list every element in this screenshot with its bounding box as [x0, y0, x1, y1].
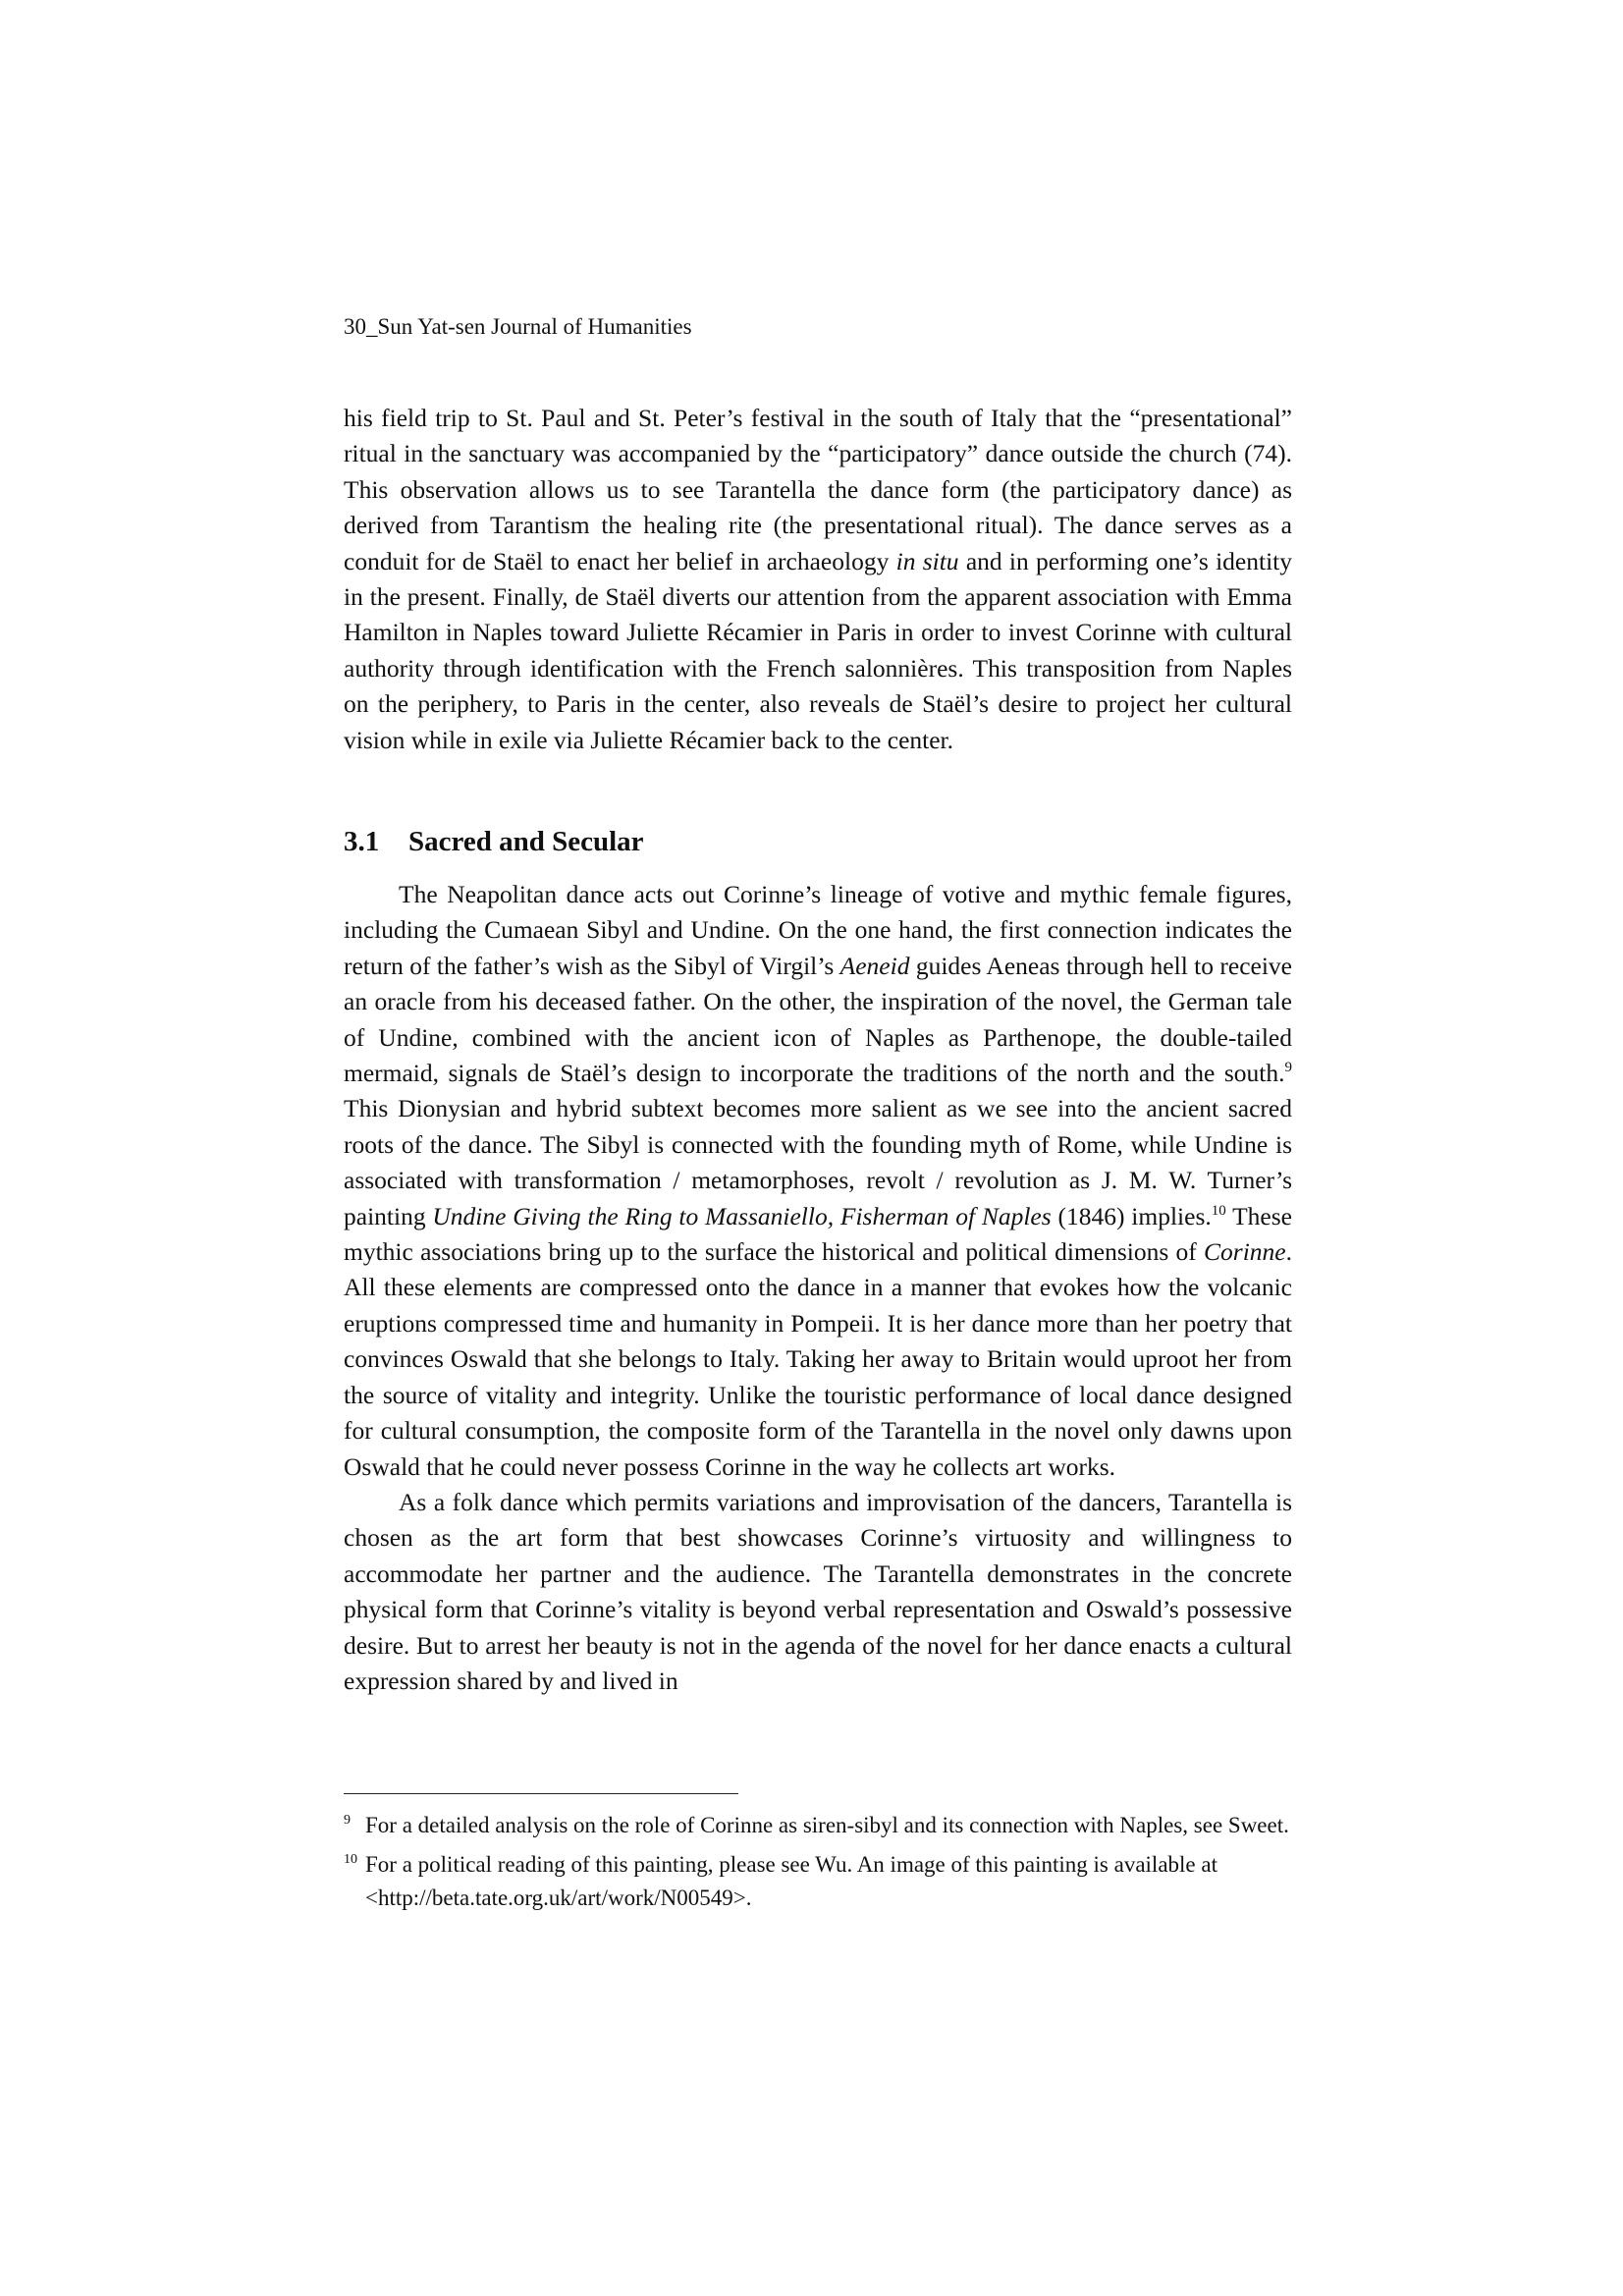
italic-title: Aeneid [839, 951, 910, 980]
italic-term: in situ [895, 546, 959, 575]
italic-title: Undine Giving the Ring to Massaniello, Fisherman of Naples [432, 1201, 1052, 1230]
section-body [344, 877, 1292, 1699]
footnote-text: For a detailed analysis on the role of Corinne as siren-sibyl and its connection with Naples, see Sweet. [365, 1813, 1289, 1837]
body-paragraph-1 [344, 401, 1292, 758]
paragraph-text: his field trip to St. Paul and St. Peter’s festival in the south of Italy that the “presentational” ritual in the sanctuary was accompanied by the “participatory” dance outside the church (74). This observation allows us to see Tarantella the dance form (the participatory dance) as derived from Tarantism the healing rite (the presentational ritual). The dance serves as a conduit for de Staël to enact her belief in archaeology in situ and in performing one’s identity in the present. Finally, de Staël diverts our attention from the apparent association with Emma Hamilton in Naples toward Juliette Récamier in Paris in order to invest Corinne with cultural authority through identification with the French salonnières. This transposition from Naples on the periphery, to Paris in the center, also reveals de Staël’s desire to project her cultural vision while in exile via Juliette Récamier back to the center. [344, 404, 1292, 754]
running-head: 30_Sun Yat-sen Journal of Humanities [344, 314, 692, 339]
italic-title: Corinne [1204, 1237, 1286, 1267]
footnotes [344, 1809, 1292, 1921]
section-title: Sacred and Secular [408, 826, 644, 857]
body-paragraph-3: As a folk dance which permits variations and improvisation of the dancers, Tarantella is chosen as the art form that best showcases Corinne’s virtuosity and willingness to accommodate her partner and the audience. The Tarantella demonstrates in the concrete physical form that Corinne’s vitality is beyond verbal representation and Oswald’s possessive desire. But to arrest her beauty is not in the agenda of the novel for her dance enacts a cultural expression shared by and lived in [344, 1487, 1292, 1695]
section-number: 3.1 [344, 826, 380, 857]
footnote-text: For a political reading of this painting, please see Wu. An image of this painting is available at <http://beta.tate.org.uk/art/work/N00549>. [365, 1852, 1217, 1910]
footnote-10: $^{10}$ For a political reading of this painting, please see Wu. An image of this painting is available at <http://beta.tate.org.uk/art/work/N00549>. [344, 1852, 1217, 1910]
section-heading [344, 823, 644, 860]
footnote-divider [344, 1793, 738, 1794]
footnote-ref-10[interactable]: 10 [1211, 1202, 1226, 1219]
body-paragraph-2: The Neapolitan dance acts out Corinne’s lineage of votive and mythic female figures, including the Cumaean Sibyl and Undine. On the one hand, the first connection indicates the return of the father’s wish as the Sibyl of Virgil’s Aeneid guides Aeneas through hell to receive an oracle from his deceased father. On the other, the inspiration of the novel, the German tale of Undine, combined with the ancient icon of Naples as Parthenope, the double-tailed mermaid, signals de Staël’s design to incorporate the traditions of the north and the south.$^9$ This Dionysian and hybrid subtext becomes more salient as we see into the ancient sacred roots of the dance. The Sibyl is connected with the founding myth of Rome, while Undine is associated with transformation / metamorphoses, revolt / revolution as J. M. W. Turner’s painting Undine Giving the Ring to Massaniello, Fisherman of Naples (1846) implies.$^{10}$ These mythic associations bring up to the surface the historical and political dimensions of Corinne. All these elements are compressed onto the dance in a manner that evokes how the volcanic eruptions compressed time and humanity in Pompeii. It is her dance more than her poetry that convinces Oswald that she belongs to Italy. Taking her away to Britain would uproot her from the source of vitality and integrity. Unlike the touristic performance of local dance designed for cultural consumption, the composite form of the Tarantella in the novel only dawns upon Oswald that he could never possess Corinne in the way he collects art works. [344, 880, 1292, 1481]
footnote-ref-9[interactable]: 9 [1284, 1060, 1292, 1076]
footnote-9: $^9$ For a detailed analysis on the role of Corinne as siren-sibyl and its connection with Naples, see Sweet. [344, 1813, 1289, 1837]
